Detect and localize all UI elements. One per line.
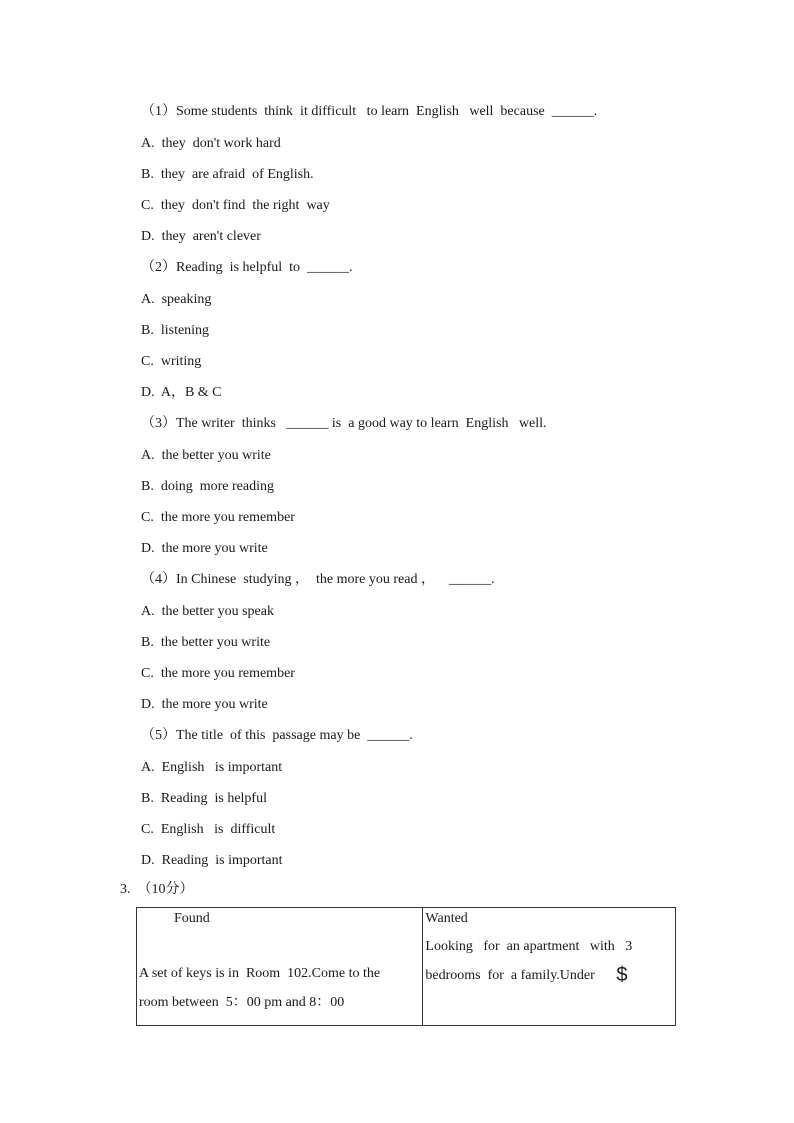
question-2-option-c[interactable]: C. writing [141,354,202,369]
wanted-title: Wanted [425,911,468,926]
question-1-option-d[interactable]: D. they aren't clever [141,229,261,244]
question-5-stem: （5）The title of this passage may be ______. [141,728,413,743]
question-3-option-a[interactable]: A. the better you write [141,448,271,463]
question-1-stem: （1）Some students think it difficult to learn English well because ______. [141,104,598,119]
question-2-option-d[interactable]: D. A，B & C [141,385,222,400]
question-4-option-c[interactable]: C. the more you remember [141,666,295,681]
question-3-option-d[interactable]: D. the more you write [141,541,268,556]
question-4-stem: （4）In Chinese studying ， the more you read ， ______. [141,572,495,587]
question-1-option-a[interactable]: A. they don't work hard [141,136,281,151]
question-3-option-b[interactable]: B. doing more reading [141,479,274,494]
wanted-text-line-2: bedrooms for a family.Under [425,968,595,983]
question-5-option-c[interactable]: C. English is difficult [141,822,276,837]
notice-table [136,907,676,1026]
question-2-option-b[interactable]: B. listening [141,323,210,338]
wanted-text-line-1: Looking for an apartment with 3 [425,939,633,954]
question-1-option-c[interactable]: C. they don't find the right way [141,198,330,213]
found-text-line-2: room between 5：00 pm and 8：00 [139,995,345,1010]
question-2-option-a[interactable]: A. speaking [141,292,212,307]
question-5-option-b[interactable]: B. Reading is helpful [141,791,267,806]
question-3-option-c[interactable]: C. the more you remember [141,510,295,525]
question-5-option-d[interactable]: D. Reading is important [141,853,283,868]
dollar-sign-icon: $ [616,964,628,986]
wanted-notice-cell [423,908,676,1026]
found-title: Found [174,911,210,926]
question-2-stem: （2）Reading is helpful to ______. [141,260,353,275]
section-3-heading: 3. （10分） [120,882,194,897]
question-4-option-d[interactable]: D. the more you write [141,697,268,712]
question-3-stem: （3）The writer thinks ______ is a good way to learn English well. [141,416,547,431]
question-4-option-b[interactable]: B. the better you write [141,635,271,650]
question-1-option-b[interactable]: B. they are afraid of English. [141,167,314,182]
found-notice-cell [137,908,423,1026]
question-5-option-a[interactable]: A. English is important [141,760,283,775]
found-text-line-1: A set of keys is in Room 102.Come to the [139,966,381,981]
question-4-option-a[interactable]: A. the better you speak [141,604,274,619]
